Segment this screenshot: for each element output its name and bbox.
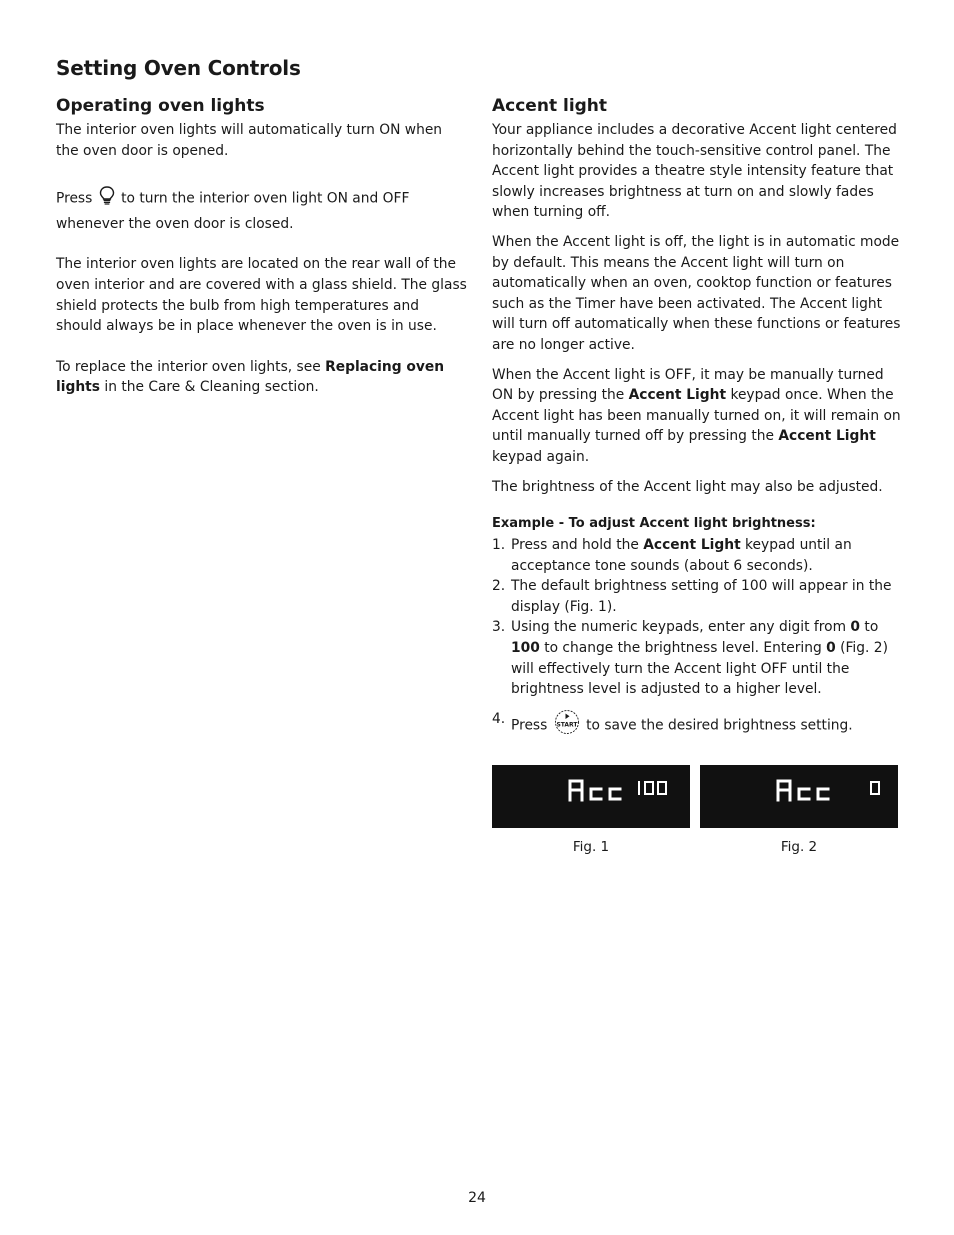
figure-caption: Fig. 2 xyxy=(780,839,818,855)
brightness-paragraph: The brightness of the Accent light may also be adjusted. xyxy=(492,478,883,495)
page-number: 24 xyxy=(468,1190,486,1206)
light-location-paragraph: The interior oven lights are located on the rear wall of the oven interior and are covered with a glass shield. The glass shield protects the bulb from high temperatures and should always be in place whenever the oven is in use. xyxy=(56,256,467,335)
replacing-oven-lights-ref: Replacing oven lights xyxy=(56,358,445,396)
press-word: Press xyxy=(56,190,93,207)
accent-light-heading: Accent light xyxy=(492,96,608,116)
operating-oven-lights-heading: Operating oven lights xyxy=(56,96,265,116)
start-icon-label: START xyxy=(556,721,578,729)
brightness-steps-list xyxy=(492,535,902,741)
list-item: 3. Using the numeric keypads, enter any digit from 0 to 100 to change the brightness level. Entering 0 (Fig. 2) will effectively turn the Accent light OFF until the brightness level is adjusted to a higher level. xyxy=(492,619,888,698)
display-fig-1-segments xyxy=(492,765,690,828)
light-bulb-icon xyxy=(97,185,117,212)
left-column xyxy=(56,96,468,398)
right-column xyxy=(492,96,902,741)
press-line-2: whenever the oven door is closed. xyxy=(56,215,294,232)
press-light-paragraph xyxy=(56,185,468,212)
auto-lights-paragraph: The interior oven lights will automatically turn ON when the oven door is opened. xyxy=(56,122,443,159)
replace-lights-paragraph: To replace the interior oven lights, see Replacing oven lights in the Care & Cleaning section. xyxy=(56,358,445,396)
accent-intro-paragraph: Your appliance includes a decorative Accent light centered horizontally behind the touch-sensitive control panel. The Accent light provides a theatre style intensity feature that slowly increases brightness at turn on and slowly fades when turning off. xyxy=(492,122,897,221)
figure-caption: Fig. 1 xyxy=(572,839,610,855)
automatic-mode-paragraph: When the Accent light is off, the light is in automatic mode by default. This means the Accent light will turn on automatically when an oven, cooktop function or features such as the Timer have been activated. The Accent light will turn off automatically when these functions or features are no longer active. xyxy=(492,233,901,353)
press-rest: to turn the interior oven light ON and OFF xyxy=(116,190,410,207)
display-fig-2 xyxy=(700,765,898,828)
list-item: 1. Press and hold the Accent Light keypad until an acceptance tone sounds (about 6 seconds). xyxy=(492,537,852,574)
page-title: Setting Oven Controls xyxy=(56,56,301,80)
start-button-icon xyxy=(552,709,582,742)
example-heading: Example - To adjust Accent light brightness: xyxy=(492,516,816,532)
manual-mode-paragraph: When the Accent light is OFF, it may be manually turned ON by pressing the Accent Light keypad once. When the Accent light has been manually turned on, it will remain on until manually turned off by pressing the Accent Light keypad again. xyxy=(492,366,901,465)
display-fig-2-segments xyxy=(700,765,898,828)
list-item: 2. The default brightness setting of 100 will appear in the display (Fig. 1). xyxy=(492,578,892,615)
figure-row xyxy=(492,765,898,865)
list-item: 4. Press START to save the desired brightness setting. xyxy=(492,709,902,742)
display-fig-1 xyxy=(492,765,690,828)
